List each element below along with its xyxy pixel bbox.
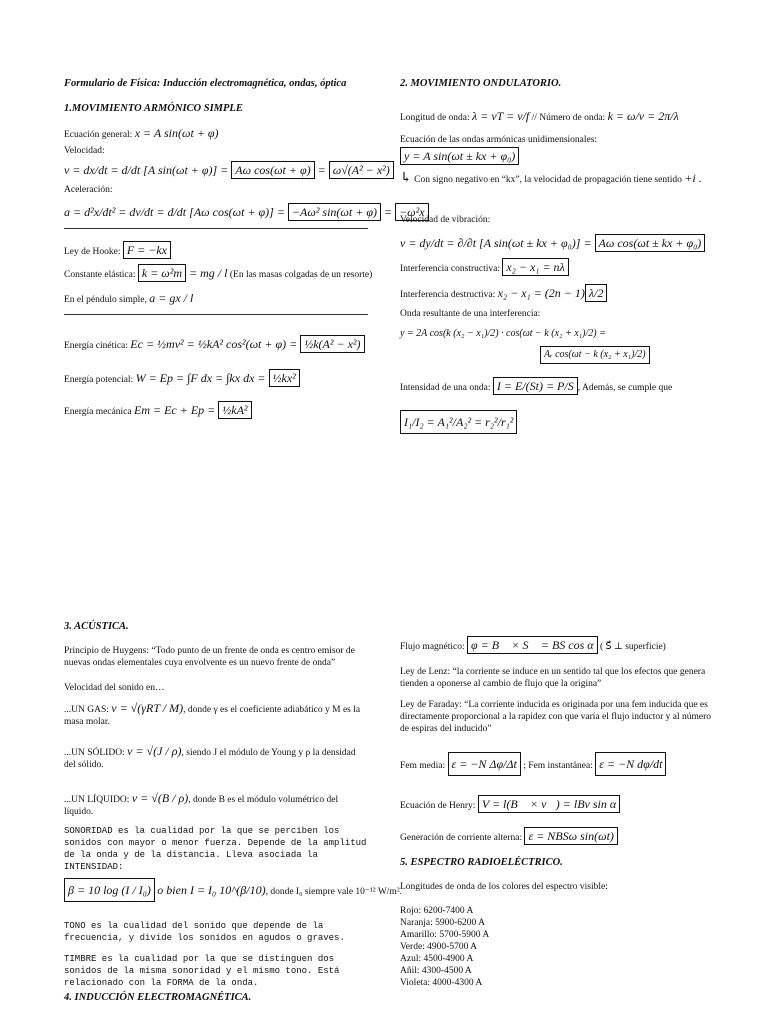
liquido-prefix: ...UN LÍQUIDO: — [64, 795, 130, 805]
destructiva-eq: x₂ − x₁ = (2n − 1) — [497, 286, 585, 300]
aceleracion-eq-2: = — [380, 205, 396, 219]
resultante-row — [400, 328, 606, 340]
alterna-box: ε = NBSω sin(ωt) — [524, 827, 617, 845]
numero-label: // Número de onda: — [531, 113, 606, 123]
constante-label: Constante elástica: — [64, 270, 136, 280]
armonicas-row — [400, 147, 519, 165]
hooke-row — [64, 241, 171, 259]
signo-note: Con signo negativo en “kx”, la velocidad de propagación tiene sentido — [414, 175, 682, 185]
constructiva-label: Interferencia constructiva: — [400, 264, 500, 274]
color-item: Azul: 4500-4900 A — [400, 954, 474, 964]
vibracion-label: Velocidad de vibración: — [400, 215, 491, 225]
eq-general-row — [64, 127, 219, 141]
vibracion-eq: v = dy/dt = ∂/∂t [A sin(ωt ± kx + φ₀)] = — [400, 236, 595, 250]
color-item: Añil: 4300-4500 A — [400, 966, 472, 976]
pendulo-row — [64, 292, 193, 306]
velocidad-box-2: ω√(A² − x²) — [329, 161, 394, 179]
potencial-box: ½kx² — [269, 369, 300, 387]
pendulo-label: En el péndulo simple, — [64, 295, 147, 305]
gas-row — [64, 702, 368, 728]
flujo-row — [400, 636, 666, 654]
eq-general: x = A sin(ωt + φ) — [134, 126, 219, 140]
destructiva-row — [400, 284, 607, 302]
mecanica-box: ½kA² — [218, 401, 251, 419]
pendulo-eq: a = gx / l — [149, 291, 194, 305]
intensidad-box: I = E/(St) = P/S — [493, 377, 578, 395]
solido-row — [64, 745, 368, 771]
timbre-text: TIMBRE es la cualidad por la que se distinguen dos sonidos de la misma sonoridad y el mismo tono. Está relacionado con la FORMA de la onda. — [64, 954, 340, 988]
velocidad-label: Velocidad: — [64, 146, 105, 156]
velocidad-eq-2: = — [314, 163, 329, 177]
henry-row — [400, 795, 620, 813]
sonoridad-eq: o bien I = I₀ 10^(β/10) — [157, 883, 266, 897]
destructiva-label: Interferencia destructiva: — [400, 290, 496, 300]
heading-induccion: 4. INDUCCIÓN ELECTROMAGNÉTICA. — [64, 992, 252, 1003]
gas-prefix: ...UN GAS: — [64, 705, 109, 715]
aceleracion-eq: a = d²x/dt² = dv/dt = d/dt [Aω cos(ωt + φ)] = — [64, 205, 288, 219]
henry-label: Ecuación de Henry: — [400, 801, 476, 811]
eq-general-label: Ecuación general: — [64, 130, 133, 140]
longitud-label: Longitud de onda: — [400, 113, 470, 123]
potencial-row — [64, 369, 300, 387]
mecanica-label: Energía mecánica — [64, 407, 132, 417]
flujo-note: ( S⃗ ⊥ superficie) — [599, 642, 666, 652]
espectro-intro: Longitudes de onda de los colores del espectro visible: — [400, 882, 608, 892]
vibracion-box: Aω cos(ωt ± kx + φ₀) — [595, 234, 706, 252]
intensidad-row — [400, 377, 672, 395]
vibracion-row — [400, 234, 705, 252]
fem-media-box: ε = −N Δφ/Δt — [448, 752, 521, 776]
sonoridad-note: , donde I₀ siempre vale 10⁻¹² W/m². — [265, 887, 403, 897]
hooke-box: F = −kx — [123, 241, 171, 259]
flujo-box: φ = B⃗ × S⃗ = BS cos α — [467, 636, 598, 654]
liquido-row — [64, 792, 368, 818]
divider — [64, 228, 368, 229]
signo-row — [400, 172, 720, 186]
aceleracion-label: Aceleración: — [64, 185, 113, 195]
arrow-right-icon: ↳ — [400, 171, 412, 186]
alterna-row — [400, 827, 618, 845]
liquido-eq: v = √(B / ρ) — [131, 791, 189, 805]
fem-inst-label: ; Fem instantánea: — [523, 761, 593, 771]
lenz-text: Ley de Lenz: “la corriente se induce en un sentido tal que los efectos que genera tienden a oponerse al cambio de flujo que la origina” — [400, 667, 706, 689]
constructiva-row — [400, 258, 569, 276]
velocidad-row — [64, 161, 394, 179]
constante-note: (En las masas colgadas de un resorte) — [229, 270, 373, 280]
color-item: Rojo: 6200-7400 A — [400, 906, 474, 916]
aceleracion-box-2: −ω²x — [395, 203, 429, 221]
sonoridad-box: β = 10 log (I / I₀) — [64, 878, 155, 902]
cinetica-label: Energía cinética: — [64, 341, 128, 351]
gas-note: , donde γ es el coeficiente adiabático y M es la masa molar. — [64, 705, 361, 727]
color-item: Violeta: 4000-4300 A — [400, 978, 483, 988]
destructiva-box: λ/2 — [585, 284, 608, 302]
longitud-row — [400, 110, 679, 124]
mecanica-row — [64, 401, 252, 419]
heading-acustica: 3. ACÚSTICA. — [64, 621, 129, 632]
fem-media-label: Fem media: — [400, 761, 446, 771]
heading-ondulatorio: 2. MOVIMIENTO ONDULATORIO. — [400, 78, 562, 89]
aceleracion-row — [64, 203, 429, 221]
solido-note: , siendo J el módulo de Young y ρ la densidad del sólido. — [64, 748, 356, 770]
armonicas-label: Ecuación de las ondas armónicas unidimensionales: — [400, 135, 598, 145]
longitud-eq: λ = vT = v/f — [472, 109, 530, 123]
relacion-box: I₁/I₂ = A₁²/A₂² = r₂²/r₁² — [400, 410, 517, 434]
color-item: Amarillo: 5700-5900 A — [400, 930, 490, 940]
henry-box: V = l(B⃗ × v⃗) = lBv sin α — [478, 795, 620, 813]
liquido-note: , donde B es el módulo volumétrico del líquido. — [64, 795, 339, 817]
constante-eq: = mg / l — [186, 266, 228, 280]
flujo-label: Flujo magnético: — [400, 642, 465, 652]
divider — [64, 314, 368, 315]
gas-eq: v = √(γRT / M) — [111, 701, 184, 715]
sonoridad-text: SONORIDAD es la cualidad por la que se perciben los sonidos con mayor o menor fuerza. Depende de la amplitud de la onda y de la distancia. Lleva asociada la INTENSIDAD: — [64, 826, 367, 872]
fem-row — [400, 752, 666, 776]
fem-inst-box: ε = −N dφ/dt — [595, 752, 666, 776]
relacion-row — [400, 410, 517, 434]
aceleracion-box-1: −Aω² sin(ωt + φ) — [288, 203, 381, 221]
cinetica-box: ½k(A² − x²) — [300, 335, 364, 353]
faraday-text: Ley de Faraday: “La corriente inducida es originada por una fem inducida que es directamente proporcional a la rapidez con que varía el flujo inductor y al número de espiras del inducido” — [400, 700, 711, 734]
resultante-box: Aᵣ cos(ωt − k (x₂ + x₁)/2) — [540, 346, 650, 364]
heading-espectro: 5. ESPECTRO RADIOELÉCTRICO. — [400, 857, 563, 868]
potencial-label: Energía potencial: — [64, 375, 134, 385]
solido-eq: v = √(J / ρ) — [127, 744, 182, 758]
intensidad-label: Intensidad de una onda: — [400, 383, 491, 393]
color-item: Verde: 4900-5700 A — [400, 942, 478, 952]
sonoridad-row — [64, 878, 402, 902]
constante-box: k = ω²m — [138, 264, 186, 282]
tono-text: TONO es la cualidad del sonido que depende de la frecuencia, y divide los sonidos en agudos o graves. — [64, 921, 345, 943]
numero-eq: k = ω/v = 2π/λ — [607, 109, 679, 123]
color-item: Naranja: 5900-6200 A — [400, 918, 485, 928]
cinetica-row — [64, 335, 365, 353]
velocidad-box-1: Aω cos(ωt + φ) — [231, 161, 314, 179]
alterna-label: Generación de corriente alterna: — [400, 833, 523, 843]
constante-row — [64, 264, 372, 282]
velocidad-eq: v = dx/dt = d/dt [A sin(ωt + φ)] = — [64, 163, 232, 177]
signo-sym: +i . — [684, 171, 702, 185]
resultante-label: Onda resultante de una interferencia: — [400, 309, 541, 319]
potencial-eq: W = Ep = ∫F dx = ∫kx dx = — [135, 371, 269, 385]
resultante-row-2 — [540, 346, 650, 364]
armonicas-box: y = A sin(ωt ± kx + φ₀) — [400, 147, 519, 165]
huygens-text: Principio de Huygens: “Todo punto de un frente de onda es centro emisor de nuevas ondas elementales cuya envolvente es un nuevo frente de onda” — [64, 646, 355, 668]
constructiva-box: x₂ − x₁ = nλ — [502, 258, 568, 276]
velocidad-sonido-label: Velocidad del sonido en… — [64, 683, 165, 693]
heading-mas: 1.MOVIMIENTO ARMÓNICO SIMPLE — [64, 103, 243, 114]
page-title: Formulario de Física: Inducción electromagnética, ondas, óptica — [64, 78, 347, 89]
cinetica-eq: Ec = ½mv² = ½kA² cos²(ωt + φ) = — [130, 337, 301, 351]
solido-prefix: ...UN SÓLIDO: — [64, 748, 125, 758]
resultante-eq: y = 2A cos(k (x₂ − x₁)/2) · cos(ωt − k (x₂ + x₁)/2) = — [400, 328, 606, 339]
intensidad-note: , Además, se cumple que — [577, 383, 673, 393]
hooke-label: Ley de Hooke: — [64, 247, 121, 257]
mecanica-eq: Em = Ec + Ep = — [133, 403, 219, 417]
